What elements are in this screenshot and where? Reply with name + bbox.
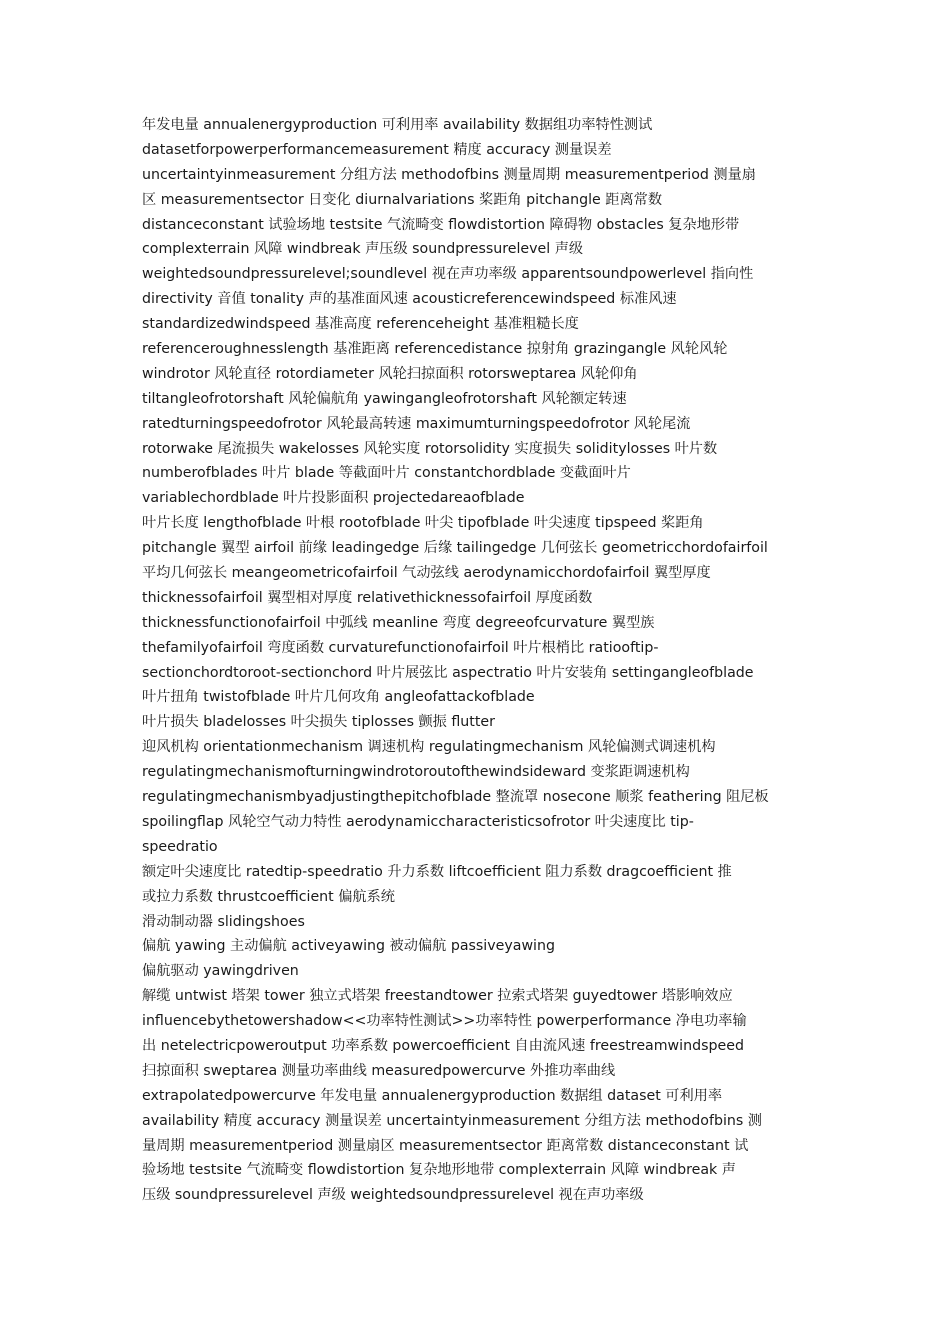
text-line: datasetforpowerperformancemeasurement 精度 accuracy 测量误差	[142, 141, 612, 158]
text-line: 扫掠面积 sweptarea 测量功率曲线 measuredpowercurve 外推功率曲线	[142, 1062, 616, 1079]
text-line: ratedturningspeedofrotor 风轮最高转速 maximumturningspeedofrotor 风轮尾流	[142, 415, 691, 432]
text-line: 解缆 untwist 塔架 tower 独立式塔架 freestandtower 拉索式塔架 guyedtower 塔影响效应	[142, 988, 733, 1005]
text-line: complexterrain 风障 windbreak 声压级 soundpressurelevel 声级	[142, 241, 584, 258]
text-line: speedratio	[142, 838, 218, 855]
text-line: availability 精度 accuracy 测量误差 uncertaintyinmeasurement 分组方法 methodofbins 测	[142, 1112, 762, 1129]
text-line: extrapolatedpowercurve 年发电量 annualenergyproduction 数据组 dataset 可利用率	[142, 1087, 723, 1104]
text-line: influencebythetowershadow<<功率特性测试>>功率特性 powerperformance 净电功率输	[142, 1013, 747, 1030]
text-line: thefamilyofairfoil 弯度函数 curvaturefunctionofairfoil 叶片根梢比 ratiooftip-	[142, 639, 659, 656]
text-line: 叶片损失 bladelosses 叶尖损失 tiplosses 颤振 flutter	[142, 714, 495, 731]
text-line: 偏航 yawing 主动偏航 activeyawing 被动偏航 passiveyawing	[142, 938, 555, 955]
text-line: 量周期 measurementperiod 测量扇区 measurementsector 距离常数 distanceconstant 试	[142, 1137, 749, 1154]
text-line: thicknessfunctionofairfoil 中弧线 meanline 弯度 degreeofcurvature 翼型族	[142, 614, 655, 631]
text-line: variablechordblade 叶片投影面积 projectedareaofblade	[142, 490, 525, 507]
text-line: tiltangleofrotorshaft 风轮偏航角 yawingangleofrotorshaft 风轮额定转速	[142, 390, 627, 407]
text-line: 叶片扭角 twistofblade 叶片几何攻角 angleofattackofblade	[142, 689, 535, 706]
text-line: referenceroughnesslength 基准距离 referencedistance 掠射角 grazingangle 风轮风轮	[142, 341, 728, 358]
text-line: distanceconstant 试验场地 testsite 气流畸变 flowdistortion 障碍物 obstacles 复杂地形带	[142, 216, 740, 233]
text-line: pitchangle 翼型 airfoil 前缘 leadingedge 后缘 tailingedge 几何弦长 geometricchordofairfoil	[142, 540, 768, 557]
text-line: uncertaintyinmeasurement 分组方法 methodofbins 测量周期 measurementperiod 测量扇	[142, 166, 756, 183]
text-line: 压级 soundpressurelevel 声级 weightedsoundpressurelevel 视在声功率级	[142, 1187, 644, 1204]
text-line: 迎风机构 orientationmechanism 调速机构 regulatingmechanism 风轮偏测式调速机构	[142, 739, 716, 756]
text-line: regulatingmechanismofturningwindrotoroutofthewindsideward 变浆距调速机构	[142, 764, 690, 781]
text-line: numberofblades 叶片 blade 等截面叶片 constantchordblade 变截面叶片	[142, 465, 631, 482]
text-line: 额定叶尖速度比 ratedtip-speedratio 升力系数 liftcoefficient 阻力系数 dragcoefficient 推	[142, 863, 732, 880]
text-line: sectionchordtoroot-sectionchord 叶片展弦比 aspectratio 叶片安装角 settingangleofblade	[142, 664, 754, 681]
text-line: 滑动制动器 slidingshoes	[142, 913, 305, 930]
text-line: rotorwake 尾流损失 wakelosses 风轮实度 rotorsolidity 实度损失 soliditylosses 叶片数	[142, 440, 718, 457]
text-line: standardizedwindspeed 基准高度 referenceheight 基准粗糙长度	[142, 316, 579, 333]
text-line: 平均几何弦长 meangeometricofairfoil 气动弦线 aerodynamicchordofairfoil 翼型厚度	[142, 565, 711, 582]
text-line: 年发电量 annualenergyproduction 可利用率 availability 数据组功率特性测试	[142, 117, 653, 133]
text-line: directivity 音值 tonality 声的基准面风速 acousticreferencewindspeed 标准风速	[142, 291, 677, 308]
text-line: regulatingmechanismbyadjustingthepitchofblade 整流罩 nosecone 顺浆 feathering 阻尼板	[142, 789, 769, 806]
text-line: spoilingflap 风轮空气动力特性 aerodynamiccharacteristicsofrotor 叶尖速度比 tip-	[142, 813, 694, 830]
glossary-text	[142, 113, 782, 1208]
text-line: windrotor 风轮直径 rotordiameter 风轮扫掠面积 rotorsweptarea 风轮仰角	[142, 365, 638, 382]
text-line: 区 measurementsector 日变化 diurnalvariations 桨距角 pitchangle 距离常数	[142, 191, 663, 208]
text-line: 验场地 testsite 气流畸变 flowdistortion 复杂地形地带 complexterrain 风障 windbreak 声	[142, 1162, 736, 1179]
text-line: weightedsoundpressurelevel;soundlevel 视在声功率级 apparentsoundpowerlevel 指向性	[142, 266, 754, 283]
text-line: 出 netelectricpoweroutput 功率系数 powercoefficient 自由流风速 freestreamwindspeed	[142, 1037, 744, 1054]
text-line: 偏航驱动 yawingdriven	[142, 963, 299, 980]
text-line: 叶片长度 lengthofblade 叶根 rootofblade 叶尖 tipofblade 叶尖速度 tipspeed 桨距角	[142, 515, 704, 532]
text-line: thicknessofairfoil 翼型相对厚度 relativethicknessofairfoil 厚度函数	[142, 589, 593, 606]
text-line: 或拉力系数 thrustcoefficient 偏航系统	[142, 888, 395, 905]
